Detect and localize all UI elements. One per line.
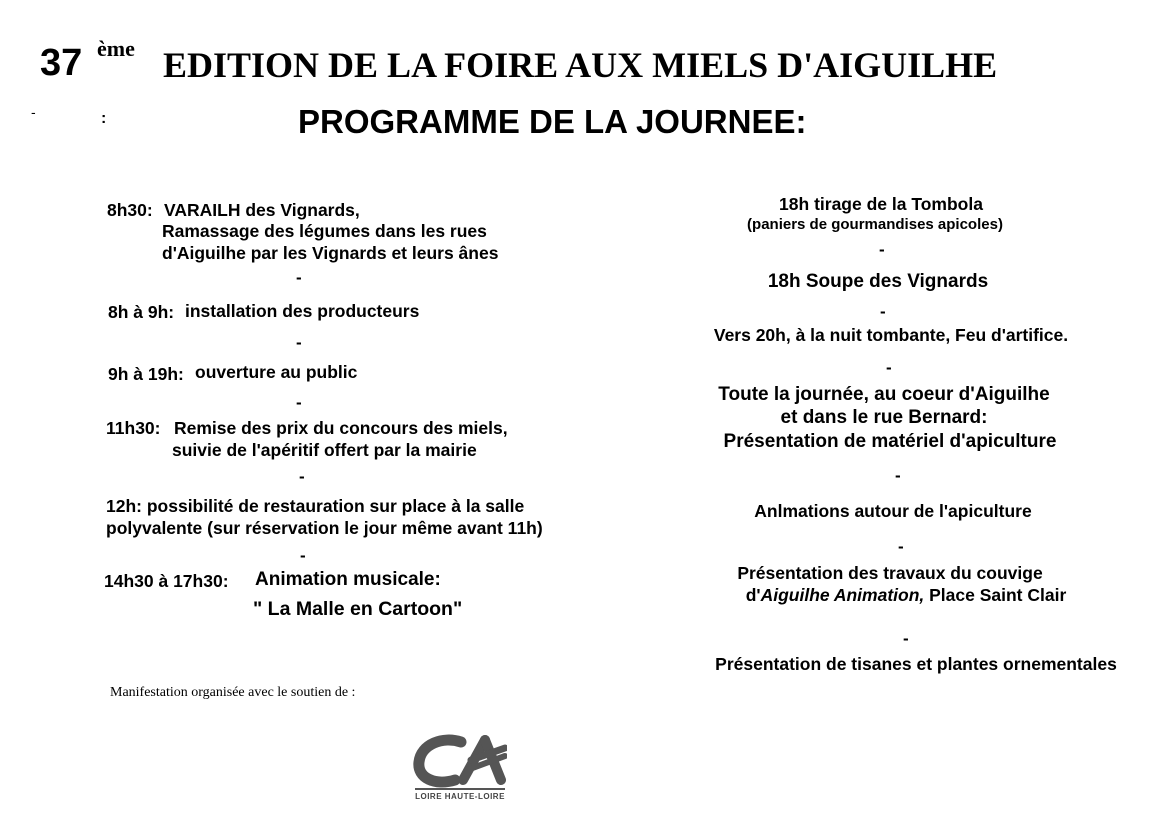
item-text: Anlmations autour de l'apiculture	[754, 501, 1032, 521]
item-text: suivie de l'apéritif offert par la mairie	[172, 440, 477, 460]
item-text: Remise des prix du concours des miels,	[174, 418, 508, 438]
item-text: polyvalente (sur réservation le jour même avant 11h)	[106, 518, 543, 538]
item-text: 18h tirage de la Tombola	[779, 194, 983, 214]
item-text: (paniers de gourmandises apicoles)	[747, 216, 1003, 233]
separator: -	[296, 268, 302, 287]
item-text: Ramassage des légumes dans les rues	[162, 221, 487, 241]
item-text: VARAILH des Vignards,	[164, 200, 360, 220]
item-text: Présentation des travaux du couvige	[737, 563, 1043, 583]
separator: -	[299, 467, 305, 486]
item-text: 18h Soupe des Vignards	[767, 271, 989, 292]
item-time: 9h à 19h:	[108, 364, 184, 384]
item-text: " La Malle en Cartoon"	[253, 598, 463, 620]
credit-agricole-logo	[413, 730, 507, 806]
separator: -	[300, 546, 306, 565]
item-text: Présentation de tisanes et plantes ornementales	[715, 654, 1117, 674]
stray-colon: :	[101, 110, 107, 127]
separator: -	[296, 393, 302, 412]
sponsor-text: Manifestation organisée avec le soutien de :	[110, 685, 356, 700]
separator: -	[903, 629, 909, 648]
item-text: ouverture au public	[195, 362, 358, 382]
item-text: Vers 20h, à la nuit tombante, Feu d'artifice.	[713, 325, 1069, 345]
item-time: 8h30:	[107, 200, 153, 220]
separator: -	[895, 466, 901, 485]
text-suffix: Place Saint Clair	[924, 585, 1067, 605]
item-text: Animation musicale:	[255, 569, 441, 590]
program-title: PROGRAMME DE LA JOURNEE:	[298, 103, 807, 140]
text-prefix: d'	[745, 585, 761, 605]
item-text: Présentation de matériel d'apiculture	[723, 431, 1057, 452]
item-text: d'Aiguilhe par les Vignards et leurs ânes	[162, 243, 499, 263]
item-text: et dans le rue Bernard:	[780, 407, 988, 428]
item-text: 12h: possibilité de restauration sur place à la salle	[106, 496, 525, 516]
separator: -	[879, 240, 885, 259]
text-italic: Aiguilhe Animation,	[760, 585, 925, 605]
item-text: Toute la journée, au coeur d'Aiguilhe	[718, 384, 1050, 405]
logo-icon	[413, 730, 507, 792]
item-time: 11h30:	[106, 418, 161, 438]
separator: -	[880, 302, 886, 321]
edition-number: 37	[40, 42, 83, 84]
separator: -	[886, 358, 892, 377]
item-text	[695, 585, 1117, 606]
edition-suffix: ème	[97, 36, 135, 61]
stray-dash: -	[31, 104, 36, 120]
separator: -	[296, 333, 302, 352]
logo-caption: LOIRE HAUTE-LOIRE	[415, 792, 505, 801]
page-title: EDITION DE LA FOIRE AUX MIELS D'AIGUILHE	[163, 45, 998, 85]
separator: -	[898, 537, 904, 556]
item-time: 8h à 9h:	[108, 302, 175, 322]
item-text: installation des producteurs	[185, 301, 420, 321]
item-time: 14h30 à 17h30:	[104, 571, 229, 591]
